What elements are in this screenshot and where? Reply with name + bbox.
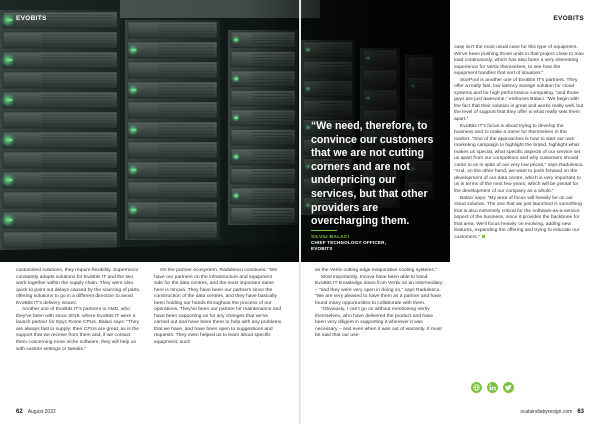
- globe-icon[interactable]: [471, 382, 482, 393]
- attribution-rule: [311, 230, 337, 231]
- paragraph: On the partner ecosystem, Radulescu continues: “We have our partners on the infrastructure and equipment side for the data centres, and the most important name here is Innova. They have been our partners since the construction of the data centres, and they have basically been holding our hands throughout the process of our operations. They've been our partner for maintenance and have been supporting us for any changes that we've carried out and have been there to help with any problems that we have, and have been open to suggestions and requests. They even helped us to learn about specific equipment, such: [154, 268, 282, 346]
- website-url: scalaindiabyresign.com: [520, 409, 573, 415]
- paragraph: as the Vertiv cutting edge evaporative cooling systems.”: [315, 268, 437, 273]
- footer-left: [16, 409, 56, 415]
- paragraph: customised solutions, they require flexibility. Supermicro constantly adapts solutions for EvoBits IT and the two work together within the supply chain. They were also quick to point out delays caused by the sourcing of parts, offering solutions to go in a different direction to avoid EvoBits IT's delivery issues.: [16, 268, 141, 306]
- quote-attribution: [311, 230, 421, 252]
- section-tag-left: EVOBITS: [16, 15, 47, 22]
- footer-right: [520, 409, 584, 415]
- body-column-3: [315, 268, 445, 340]
- attribution-role-line-1: CHIEF TECHNOLOGY OFFICER,: [311, 240, 387, 245]
- paragraph-last: [454, 196, 584, 242]
- page-number-right: 63: [577, 409, 584, 415]
- paragraph-text: Balaci says: “My area of focus will heavily be on our cloud solution. The one that we just launched is something that is also extremely critical for the software-as-a-service aspect of the business, since it provides the backbone for that area. We'll focus heavily on evolving, adding new features, expanding the offering and trying to educate our customers.”: [454, 195, 582, 240]
- section-tag-right: EVOBITS: [553, 15, 584, 22]
- paragraph: case isn't the most usual case for this type of equipment. We've been pushing those units in that project close to max load continuously, which has also been a very interesting experience for Vertiv themselves, to see how the equipment handles that sort of situation.”: [454, 45, 584, 77]
- social-links: [471, 382, 514, 393]
- paragraph: EvoBits IT's focus is about trying to develop the business and to make a name for themselves in the market. “One of the approaches is how to start our own marketing campaign to highlight the brand, highlight what makes us special, what specific aspects of our service set us apart from our competitors and why customers should come to us in spite of our very low prices,” says Radulescu. “And, on the other hand, we want to push forward on the development of our data centre, which is very important to us in terms of the next few years, which will be pivotal for the development of our company as a whole.”: [454, 123, 584, 195]
- paragraph: StorPool is another one of EvoBits IT's partners. They offer a really fast, low latency storage solution for cloud systems and for high performance computing, “and those guys are just awesome,” enthuses Balaci. “We begin with the fact that their solution is great and works really well, but the level of support that they offer is what really sets them apart.”: [454, 77, 584, 123]
- pull-quote: “We need, therefore, to convince our customers that we are not cutting corners and are not underpricing our services, but that other providers are overcharging them.: [311, 120, 434, 228]
- page-number-left: 62: [16, 409, 23, 415]
- attribution-name: SILVIU BALACI: [311, 235, 350, 240]
- paragraph: “Obviously, I can't go on without mentioning Vertiv themselves, who have delivered the product and have been very diligent in supporting it wherever it was necessary – and even when it was out of warranty. It must be said that our use-: [315, 307, 442, 339]
- twitter-icon[interactable]: [503, 382, 514, 393]
- attribution-role-line-2: EVOBITS: [311, 246, 333, 251]
- linkedin-icon[interactable]: [487, 382, 498, 393]
- paragraph: Most importantly, Innova have been able to hand EvoBits IT knowledge down from Vertiv as an intermediary – “and they were very open in doing so,” says Radulescu. “We are very pleased to have them as a partner and have found many opportunities to collaborate with them.: [315, 274, 443, 306]
- end-of-article-mark: [482, 235, 486, 239]
- paragraph: Another one of EvoBits IT's partners is AMD, who they've been with since 2019, where EvoBits IT were a launch partner for Epyc Rome CPUs. Balaci says: “They are always fast to supply; their CPUs are great, as is the support that we receive from them and, if we contact them concerning more niche software, they will help us with custom settings or tweaks.”: [16, 307, 139, 352]
- issue-date: August 2022: [27, 409, 56, 415]
- body-column-1: [16, 268, 142, 353]
- page-gutter: [299, 0, 301, 424]
- body-column-2: [154, 268, 282, 347]
- body-column-4: [454, 45, 584, 241]
